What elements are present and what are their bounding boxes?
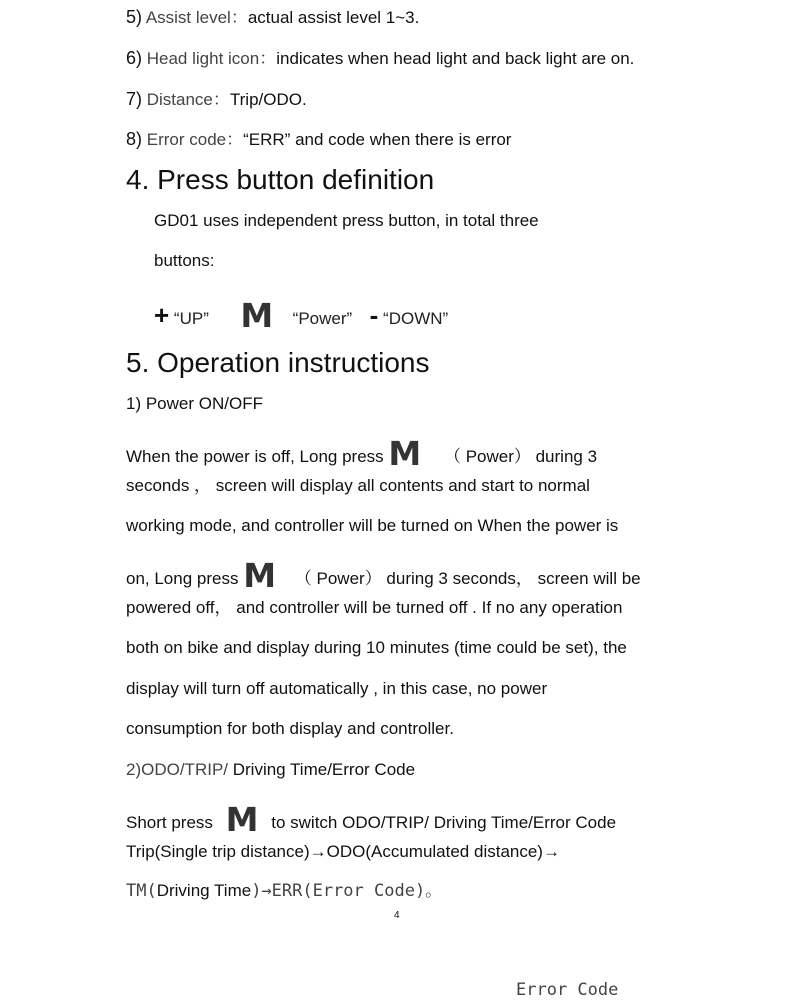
item-8-desc: “ERR” and code when there is error [243,130,512,149]
item-5 [126,6,419,29]
subsection-2-prefix: 2)ODO/TRIP/ [126,760,229,779]
p1-line-4-b: （ Power） during 3 seconds， screen will be [294,569,641,588]
item-6 [126,47,634,70]
section-5-heading: 5. Operation instructions [126,347,430,378]
p1-line-1-a: When the power is off, Long press [126,447,389,466]
minus-icon: - [369,300,379,330]
p2-line-3-c: )→ERR(Error Code)。 [251,881,443,901]
item-5-desc: actual assist level 1~3. [247,8,420,27]
subsection-2-title [126,759,415,781]
section-4-heading: 4. Press button definition [126,164,435,195]
p1-line-2: seconds ， screen will display all contents and start to normal [126,476,590,495]
subsection-2-rest: Driving Time/Error Code [228,760,416,779]
p1-line-8: consumption for both display and controller. [126,719,454,738]
power-label: “Power” [292,309,353,328]
page-number: 4 [394,910,400,921]
p2-line-1 [126,800,616,840]
p1-line-7: display will turn off automatically , in this case, no power [126,679,548,698]
up-label: “UP” [173,309,209,328]
item-5-label: Assist level： [145,8,248,27]
section-4-line-2: buttons: [154,251,215,270]
item-6-label: Head light icon： [146,49,277,68]
p2-line-3-b: Driving Time [156,881,252,900]
m-button-icon: M [243,556,277,595]
m-button-icon: M [240,296,274,335]
p1-line-4-a: on, Long press [126,569,244,588]
item-8-label: Error code： [146,130,244,149]
p1-line-5: powered off， and controller will be turned off . If no any operation [126,598,623,617]
subsection-1-title: 1) Power ON/OFF [126,394,263,413]
p1-line-1-b: （ Power） during 3 [443,447,598,466]
footer-error-code: Error Code [516,980,619,1000]
p1-line-4 [126,556,641,596]
p1-line-6: both on bike and display during 10 minutes (time could be set), the [126,638,627,657]
item-8 [126,128,511,151]
m-button-icon: M [388,434,422,473]
item-8-number: 8) [126,129,143,149]
item-7 [126,88,307,111]
p1-line-1 [126,434,597,474]
p2-line-3-a: TM( [126,881,157,901]
item-6-number: 6) [126,48,143,68]
section-4-line-1: GD01 uses independent press button, in total three [154,211,539,230]
p2-line-1-b: to switch ODO/TRIP/ Driving Time/Error Code [271,813,617,832]
p1-line-3: working mode, and controller will be turned on When the power is [126,516,619,535]
m-button-icon: M [225,800,259,839]
item-7-label: Distance： [146,90,230,109]
p2-line-2: Trip(Single trip distance)→ODO(Accumulated distance)→ [126,842,560,861]
p2-line-1-a: Short press [126,813,218,832]
item-5-number: 5) [126,7,143,27]
item-6-desc: indicates when head light and back light are on. [276,49,635,68]
button-definitions [154,296,448,336]
p2-line-3 [126,880,442,902]
item-7-desc: Trip/ODO. [229,90,307,109]
item-7-number: 7) [126,89,143,109]
down-label: “DOWN” [383,309,449,328]
plus-icon: + [154,300,170,330]
